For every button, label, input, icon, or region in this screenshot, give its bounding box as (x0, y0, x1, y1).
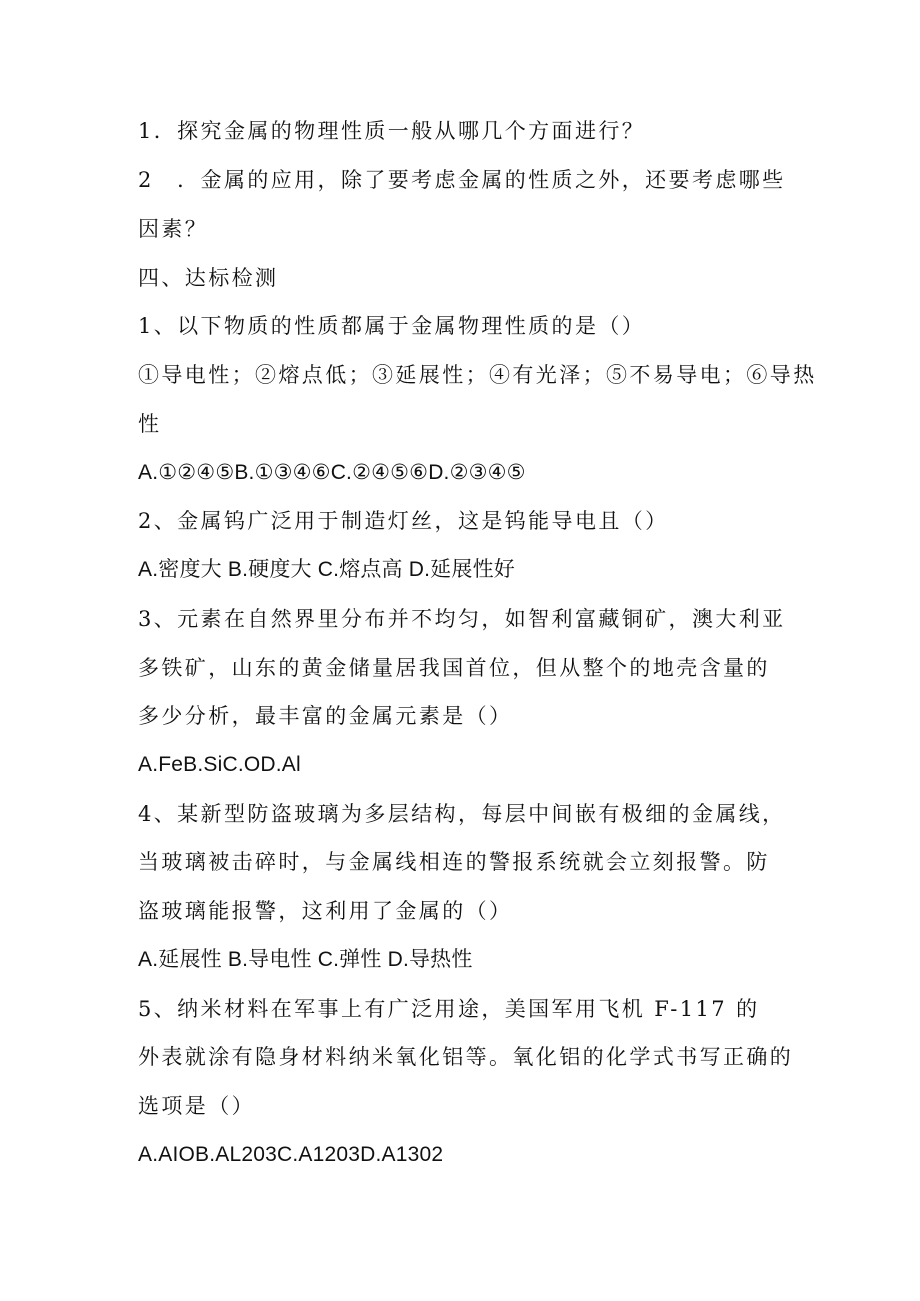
test-question-5: 5、纳米材料在军事上有广泛用途，美国军用飞机 F-117 的 (138, 997, 760, 1021)
test-question-1-options: A.①②④⑤B.①③④⑥C.②④⑤⑥D.②③④⑤ (138, 461, 526, 484)
test-question-3-continued: 多铁矿，山东的黄金储量居我国首位，但从整个的地壳含量的 (138, 656, 770, 680)
test-question-1-items-continued: 性 (138, 412, 162, 436)
test-question-4-continued-2: 盗玻璃能报警，这利用了金属的（） (138, 899, 513, 923)
question-2-text: 2 ．金属的应用，除了要考虑金属的性质之外，还要考虑哪些 (138, 168, 786, 192)
test-question-1: 1、以下物质的性质都属于金属物理性质的是（） (138, 314, 646, 338)
test-question-2-options: A.密度大 B.硬度大 C.熔点高 D.延展性好 (138, 558, 515, 581)
test-question-3-options: A.FeB.SiC.OD.Al (138, 753, 301, 776)
test-question-3: 3、元素在自然界里分布并不均匀，如智利富藏铜矿，澳大利亚 (138, 607, 786, 631)
test-question-4-options: A.延展性 B.导电性 C.弹性 D.导热性 (138, 948, 473, 971)
question-1-text: 1．探究金属的物理性质一般从哪几个方面进行？ (138, 119, 646, 143)
test-question-5-continued-2: 选项是（） (138, 1094, 255, 1118)
test-question-2: 2、金属钨广泛用于制造灯丝，这是钨能导电且（） (138, 509, 669, 533)
test-question-4: 4、某新型防盗玻璃为多层结构，每层中间嵌有极细的金属线， (138, 802, 786, 826)
section-heading: 四、达标检测 (138, 266, 279, 290)
question-2-text-continued: 因素？ (138, 217, 209, 241)
test-question-4-continued: 当玻璃被击碎时，与金属线相连的警报系统就会立刻报警。防 (138, 850, 770, 874)
test-question-3-continued-2: 多少分析，最丰富的金属元素是（） (138, 704, 513, 728)
test-question-1-items: ①导电性；②熔点低；③延展性；④有光泽；⑤不易导电；⑥导热 (138, 363, 817, 387)
test-question-5-options: A.AIOB.AL203C.A1203D.A1302 (138, 1143, 444, 1166)
test-question-5-continued: 外表就涂有隐身材料纳米氧化铝等。氧化铝的化学式书写正确的 (138, 1045, 794, 1069)
